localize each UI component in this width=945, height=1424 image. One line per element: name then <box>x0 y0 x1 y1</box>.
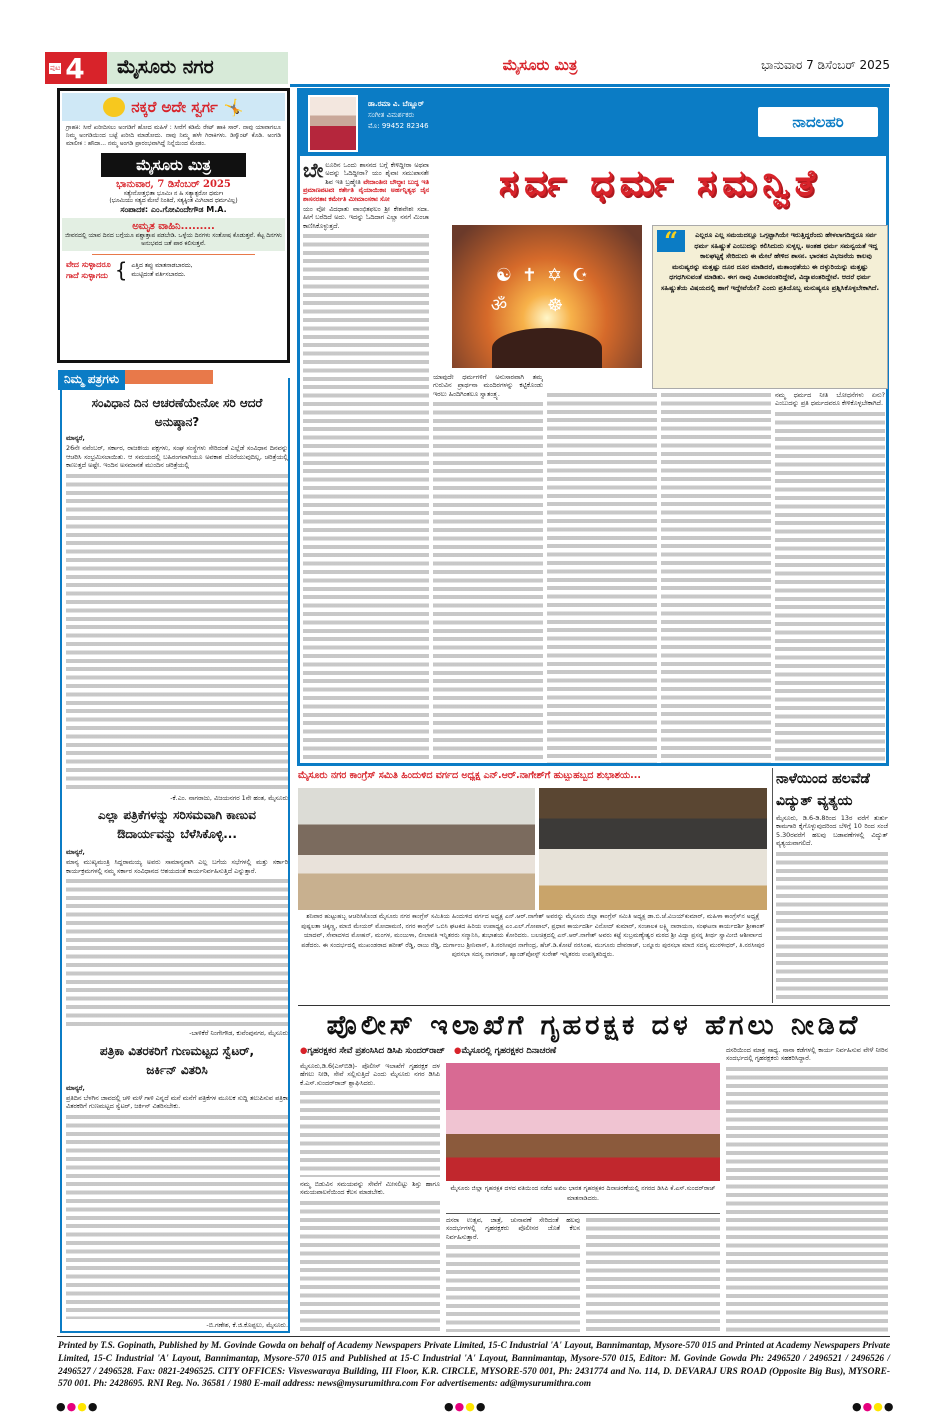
police-body-1: ಮೈಸೂರು,ಡಿ.6(ಎಸ್‌ಬಿಡಿ)- ಪೊಲೀಸ್ ಇಲಾಖೆಗೆ ಗೃಹರಕ್ಷಕ ದಳ ಹೆಗಲು ನೀಡಿ, ಸೇವೆ ಸಲ್ಲಿಸುತ್ತಿದೆ ಎಂದು ಮೈಸೂರು ನಗರ ಡಿಸಿಪಿ ಕೆ.ಎಸ್.ಸುಂದರ್‌ರಾಜ್ ಶ್ಲಾಘಿಸಿದರು. <box>300 1062 440 1087</box>
amrutha-text: ಜೀವನದಲ್ಲಿ ಯಾವ ದಿನದ ಬಗ್ಗೆಯೂ ಪಶ್ಚಾತ್ತಾಪ ಪಡಬೇಡಿ. ಒಳ್ಳೆಯ ದಿನಗಳು ಸಂತೋಷ ಕೊಡುತ್ತವೆ. ಕೆಟ್ಟ ದಿನಗಳು ಅನುಭವದ ಜತೆ ಪಾಠ ಕಲಿಸುತ್ತವೆ. <box>65 232 282 247</box>
letters-tab-word2: ಪತ್ರಗಳು <box>87 372 120 386</box>
dropcap: ಬೇ <box>303 161 324 182</box>
feature-header <box>300 91 886 156</box>
police-subheads: ●ಗೃಹರಕ್ಷಕರ ಸೇವೆ ಪ್ರಶಂಸಿಸಿದ ಡಿಸಿಪಿ ಸುಂದರ್‌ರಾಜ್ ●ಮೈಸೂರಲ್ಲಿ ಗೃಹರಕ್ಷಕರ ದಿನಾಚರಣೆ <box>300 1046 557 1056</box>
masthead: ಮೈಸೂರು ಮಿತ್ರ <box>502 56 578 74</box>
police-body-right: ದಸರಿಯಿಂದ ಮಾತ್ರ ಸಾಧ್ಯ. ನಾನಾ ಕಡೆಗಳಲ್ಲಿ ಕಾರ್ಯ ನಿರ್ವಹಿಸುವ ವೇಳೆ ನೀರಿನ ಸಂದರ್ಭದಲ್ಲಿ ಗೃಹರಕ್ಷಕರು ಸಹಕರಿಸಿದ್ದಾರೆ. <box>726 1046 888 1063</box>
author-photo <box>308 95 358 152</box>
pull-quote <box>652 225 888 389</box>
masthead-logo: ಮೈಸೂರು ಮಿತ್ರ <box>101 153 246 177</box>
author-role: ಸಂಗೀತ ವಿಮರ್ಶಕರು <box>368 111 415 119</box>
letters-tab-word1: ನಿಮ್ಮ <box>64 372 84 386</box>
feature-article <box>297 88 889 766</box>
congress-photo-right <box>539 788 767 910</box>
congress-headline: ಮೈಸೂರು ನಗರ ಕಾಂಗ್ರೆಸ್ ಸಮಿತಿ ಹಿಂದುಳಿದ ವರ್ಗದ ಅಧ್ಯಕ್ಷ ಎನ್.ಆರ್.ನಾಗೇಶ್‌ಗೆ ಹುಟ್ಟುಹಬ್ಬದ ಶುಭಾಶಯ... <box>298 770 641 781</box>
letter-1-sign: -ಕೆ.ಎಂ. ನಾಗರಾಜು, ವಿಜಯನಗರ 1ನೇ ಹಂತ, ಮೈಸೂರು <box>170 793 288 802</box>
letter-3-sign: -ಬಿ.ಗಣೇಶ, ಕೆ.ಜಿ.ಕೊಪ್ಪಲು, ಮೈಸೂರು. <box>206 1320 288 1329</box>
registration-marks-right: ●●●● <box>852 1400 895 1413</box>
cartoon-icon: 🤸 <box>223 97 244 117</box>
author-phone: ಮೊ: 99452 82346 <box>368 122 429 130</box>
feature-title: ಸರ್ವ ಧರ್ಮ ಸಮನ್ವಿತೆ <box>498 163 822 204</box>
letter-2-sign: -ಬಾಳಿಕೆರೆ ನಿಂಗೇಗೌಡ, ಕುವೆಂಪುನಗರ, ಮೈಸೂರು <box>189 1029 288 1038</box>
feature-body-2: ಯಾವುದೇ ಧರ್ಮಗಳಿಗೆ ಅನುಸಾರವಾಗಿ ತಮ್ಮ ಗುರುವಿನ ಪ್ರಾರ್ಥನಾ ಮಂದಿರಗಳನ್ನು ಕಟ್ಟಿಕೊಂಡು ಇರಲು ಹಿಂದಿಗಿಂತಲೂ ಸ್ವಾತಂತ್ರ್ಯ. <box>433 373 543 398</box>
page-number: 4 <box>65 51 85 85</box>
author-name: ಡಾ.ರಮಾ ವಿ. ಬೆಣ್ಣೂರ್ <box>368 100 424 108</box>
quote-text: ಎಲ್ಲರೂ ಎಲ್ಲ ಸಮಯದಲ್ಲೂ ಒಗ್ಗಟ್ಟಾಗಿಯೇ ಇರುತ್ತಿದ್ದರೆಂದು ಹೇಳಲಾಗದಿದ್ದರೂ ಸರ್ವ ಧರ್ಮ ಸಹಿಷ್ಣುತೆ ಎಂಬುದನ್ನು ಕಲಿಸಿದುದು ಸುಳ್ಳಲ್ಲ. ಅಂತಹ ಧರ್ಮ ಸಮನ್ವಯತೆ ಇದ್ದ ಕಾಲಘಟ್ಟಕ್ಕೆ ಸೇರಿದುದು ಈ ಮೇಲೆ ಹೇಳಿದ ಶಾಸನ. ಭಾರತದ ವಿಭಜನೆಯ ಕಾಲವು ಮನುಷ್ಯರನ್ನು ಮತ್ತಷ್ಟು ದೂರ ದೂರ ಮಾಡಿದರೆ, ಮತಾಂಧತೆಯು ಈ ದಳ್ಳುರಿಯನ್ನು ಮತ್ತಷ್ಟು ಧಗಧಗಿಸುವಂತೆ ಮಾಡಿತು. ಈಗ ನಾವು ವಿಚಾರವಂತರಿದ್ದೇವೆ, ವಿದ್ಯಾವಂತರಿದ್ದೇವೆ. ಆದರೆ ಧರ್ಮ ಸಹಿಷ್ಣುತೆಯ ವಿಷಯದಲ್ಲಿ ಹಾಗೆ ಇದ್ದೇವೆಯೇ? ಎಂದು ಪ್ರತಿಯೊಬ್ಬ ಮನುಷ್ಯನೂ ಪ್ರಶ್ನಿಸಿಕೊಳ್ಳಬೇಕಾಗಿದೆ. <box>661 231 879 292</box>
veda-proverb: ವೇದ ಸುಳ್ಳಾದರೂ ಗಾದೆ ಸುಳ್ಳಾಗದು { ಎತ್ತಿದ ತಪ್ಪು ಮಾತನಾಡಬಾರದು, ಮುಟ್ಟಿದಂತೆ ವರ್ತಿಸಬಾರದು. <box>66 258 193 282</box>
veda-line-1: ವೇದ ಸುಳ್ಳಾದರೂ <box>66 260 111 269</box>
police-body-2: ನಮ್ಮ ಬಿಡುವಿನ ಸಮಯವನ್ನು ಸೇವೆಗೆ ಮೀಸಲಿಟ್ಟು ಶಿಸ್ತು ಹಾಗೂ ಸಮಯಪಾಲನೆಯಿಂದ ಕೆಲಸ ಮಾಡಬೇಕು. <box>300 1180 440 1197</box>
letter-2-salute: ಮಾನ್ಯರೆ, <box>66 848 85 857</box>
motto-meaning: (ಭೂಮಿಯು ಸತ್ಯದ ಮೇಲೆ ನಿಂತಿದೆ, ಸತ್ಯಕ್ಕಿಂತ ಮಿಗಿಲಾದ ಧರ್ಮವಿಲ್ಲ) <box>109 198 238 204</box>
hands-silhouette <box>492 328 602 368</box>
page-prefix: ಪುಟ <box>50 63 61 72</box>
section-title: ಮೈಸೂರು ನಗರ <box>107 52 288 84</box>
joke-box <box>57 88 290 363</box>
letter-2-title: ಎಲ್ಲಾ ಪತ್ರಿಕೆಗಳನ್ನು ಸರಿಸಮವಾಗಿ ಕಾಣುವ ಔದಾರ್ಯವನ್ನು ಬೆಳೆಸಿಕೊಳ್ಳಿ... <box>98 808 256 842</box>
letters-tab <box>58 370 213 390</box>
registration-marks-left: ●●●● <box>56 1400 99 1413</box>
editor-line: ಸಂಪಾದಕ: ಎಂ.ಗೋವಿಂದೇಗೌಡ M.A. <box>120 205 227 214</box>
police-sub-1: ಗೃಹರಕ್ಷಕರ ಸೇವೆ ಪ್ರಶಂಸಿಸಿದ ಡಿಸಿಪಿ ಸುಂದರ್‌ರಾಜ್ <box>307 1046 446 1056</box>
header-rule <box>290 84 890 87</box>
veda-right-2: ಮುಟ್ಟಿದಂತೆ ವರ್ತಿಸಬಾರದು. <box>131 271 186 278</box>
police-event-photo <box>446 1063 720 1181</box>
power-headline: ನಾಳೆಯಿಂದ ಹಲವೆಡೆ ವಿದ್ಯುತ್ ವ್ಯತ್ಯಯ <box>776 771 870 809</box>
police-caption: ಮೈಸೂರು ಜಿಲ್ಲಾ ಗೃಹರಕ್ಷಕ ದಳದ ವತಿಯಿಂದ ನಡೆದ ಅಖಿಲ ಭಾರತ ಗೃಹರಕ್ಷಕರ ದಿನಾಚರಣೆಯಲ್ಲಿ ನಗರದ ಡಿಸಿಪಿ ಕೆ.ಎಸ್.ಸುಂದರ್‌ರಾಜ್ ಮಾತನಾಡಿದರು. <box>450 1185 716 1202</box>
police-headline: ಪೊಲೀಸ್ ಇಲಾಖೆಗೆ ಗೃಹರಕ್ಷಕ ದಳ ಹೆಗಲು ನೀಡಿದೆ <box>326 1010 862 1041</box>
letter-1-body: 26ನೇ ನವೆಂಬರ್, ಸರ್ಕಾರ, ರಾಜಕೀಯ ಪಕ್ಷಗಳು, ಸಂಘ ಸಂಸ್ಥೆಗಳು ಸೇರಿದಂತೆ ಎಲ್ಲೆಡೆ ಸಂವಿಧಾನ ದಿನವನ್ನು ಆಚರಿಸಿ ಸಂಭ್ರಮಿಸಲಾಯಿತು. ಆ ಸಮಯದಲ್ಲಿ ಬಹಿರಂಗವಾಗಿಯೂ ಅವಕಾಶ ದೊರೆಯುವುದಿಲ್ಲ, ಚರಿತ್ರೆಯಲ್ಲಿ ಕಾಣುತ್ತದೆ ಅಷ್ಟೇ. ಇಂದಿನ ಅಸಮಾನತೆ ಮುಂದಿನ ಚರಿತ್ರೆಯಲ್ಲಿ <box>66 444 288 470</box>
intro-red-text: ವೇದಾಂತಿನಃ ಬೌದ್ಧಾಃ ಬುದ್ಧ ಇತಿ ಪ್ರಮಾಣಪಟವಃ ಕರ್ತೇತಿ ನೈಯಾಯಿಕಾಃ ಅರ್ಹನ್ನಿತ್ಯಥ ಜೈನ ಶಾಸನರತಾಃ ಕರ್ಮೇತಿ ಮೀಮಾಂಸಕಾಃ ಸೋ <box>303 177 429 203</box>
feature-intro <box>303 161 429 203</box>
quote-icon: “ <box>657 230 685 252</box>
motto: ಸತ್ಯೇನೋತ್ತಭಿತಾ ಭೂಮಿಃ ನ ಹಿ ಸತ್ಯಾತ್ಪರೋ ಧರ್ಮಃ <box>123 190 224 197</box>
police-sub-2: ಮೈಸೂರಲ್ಲಿ ಗೃಹರಕ್ಷಕರ ದಿನಾಚರಣೆ <box>461 1046 557 1056</box>
veda-right-1: ಎತ್ತಿದ ತಪ್ಪು ಮಾತನಾಡಬಾರದು, <box>131 262 193 269</box>
joke-title-bar <box>62 93 285 121</box>
imprint: Printed by T.S. Gopinath, Published by M. Govinde Gowda on behalf of Academy Newspapers Private Limited, 15-C Industrial 'A' Layout, Bannimantap, Mysore-570 015 and Printed at Academy Newspapers Private Limited, 15-C Industrial 'A' Layout, Bannimantap, Mysore-570 015 and Published at 15-C Industrial 'A' Layout, Bannimantap, Mysore-570 015, Editor: M. Govinde Gowda Ph: 2496520 / 2496521 / 2496526 / 2496527 / 2496528. Fax: 0821-2496525. CITY OFFICES: Visveswaraya Building, III Floor, K.R. CIRCLE, MYSORE-570 001, Ph: 2431774 and No. 114, D. DEVARAJ URS ROAD (Opposite Big Bus), MYSORE-570 001. Ph: 2428695. RNI Reg. No. 36581 / 1980 E-mail address: news@mysurumithra.com For advertisements: ad@mysurumithra.com <box>58 1341 890 1390</box>
column-name: ನಾದಲಹರಿ <box>758 107 878 137</box>
letter-3-salute: ಮಾನ್ಯರೆ, <box>66 1083 85 1092</box>
joke-title: ನಕ್ಕರೆ ಅದೇ ಸ್ವರ್ಗ <box>131 98 218 116</box>
page-badge <box>45 52 107 84</box>
veda-line-2: ಗಾದೆ ಸುಳ್ಳಾಗದು <box>66 271 108 280</box>
amrutha-title: ಅಮೃತ ವಾಹಿನಿ......... <box>132 221 215 232</box>
header-date: ಭಾನುವಾರ 7 ಡಿಸೆಂಬರ್ 2025 <box>761 58 890 72</box>
letter-1-salute: ಮಾನ್ಯರೆ, <box>66 434 85 442</box>
letter-3-body: ಪ್ರತಿದಿನ ಬೆಳಗಿನ ಜಾವದಲ್ಲಿ ಚಳಿ ಮಳೆ ಗಾಳಿ ಎನ್ನದೆ ಮನೆ ಮನೆಗೆ ಪತ್ರಿಕೆಗಳ ಮೂಲಕ ಸುದ್ದಿ ತಲುಪಿಸುವ ಪತ್ರಿಕಾ ವಿತರಕರಿಗೆ ಗುಣಮಟ್ಟದ ಸ್ವೆಟರ್, ಜರ್ಕಿನ್ ವಿತರಿಸಬೇಕು. <box>66 1094 288 1111</box>
joke-box-date: ಭಾನುವಾರ, 7 ಡಿಸೆಂಬರ್ 2025 <box>116 179 231 190</box>
letter-1-title: ಸಂವಿಧಾನ ದಿನ ಆಚರಣೆಯೇನೋ ಸರಿ ಆದರೆ ಅನುಷ್ಠಾನ? <box>91 396 263 429</box>
laughing-face-icon <box>103 97 125 117</box>
power-body: ಮೈಸೂರು, ಡಿ.6-ಡಿ.8ರಿಂದ 13ರ ವರೆಗೆ ತುರ್ತು ಕಾಮಗಾರಿ ಕೈಗೊಳ್ಳುವುದರಿಂದ ಬೆಳಿಗ್ಗೆ 10 ರಿಂದ ಸಂಜೆ 5.30ರವರೆಗೆ ಹಲವು ಬಡಾವಣೆಗಳಲ್ಲಿ ವಿದ್ಯುತ್ ವ್ಯತ್ಯಯವಾಗಲಿದೆ. <box>776 814 888 848</box>
feature-body-3: ನಮ್ಮ ಧರ್ಮದ ನೀತಿ ಬೋಧನೆಗಳು ಏನು? ಎಂಬುದನ್ನು ಪ್ರತಿ ಧರ್ಮದವರೂ ಕೇಳಿಕೊಳ್ಳಬೇಕಾಗಿದೆ. <box>775 391 885 408</box>
letter-2-body: ಮಾನ್ಯ ಮುಖ್ಯಮಂತ್ರಿ ಸಿದ್ದರಾಮಯ್ಯ ಅವರು ಸಾಮಾನ್ಯವಾಗಿ ಎಲ್ಲ ಬಗೆಯ ಸಭೆಗಳಲ್ಲಿ ಮತ್ತು ಸರ್ಕಾರಿ ಕಾರ್ಯಕ್ರಮಗಳಲ್ಲಿ ನಮ್ಮ ಸರ್ಕಾರ ಸಂವಿಧಾನದ ಆಶಯದಂತೆ ಕಾರ್ಯನಿರ್ವಹಿಸುತ್ತಿದೆ ಎನ್ನುತ್ತಾರೆ. <box>66 858 288 875</box>
feature-body-1: ಯಂ ವೋ ವಿದಧಾತು ವಾಂಛಿತಫಲಂ ಶ್ರೀ ಕೇಶವೇಶಃ ಸದಾ. ಹೀಗೆ ಬರೆದಿದೆ ಅದು. ಇದನ್ನು ಓದಿದಾಗ ಎಲ್ಲಾ ನನಗೆ ಮಿಂಚಾ ಕಾಣಿಸಿಕೊಳ್ಳುತ್ತದೆ. <box>303 205 429 230</box>
congress-caption: ಶನಿವಾರ ಹುಟ್ಟುಹಬ್ಬ ಆಚರಿಸಿಕೊಂಡ ಮೈಸೂರು ನಗರ ಕಾಂಗ್ರೆಸ್ ಸಮಿತಿಯ ಹಿಂದುಳಿದ ವರ್ಗದ ಅಧ್ಯಕ್ಷ ಎನ್.ಆರ್.ನಾಗೇಶ್ ಅವರನ್ನು ಮೈಸೂರು ಜಿಲ್ಲಾ ಕಾಂಗ್ರೆಸ್ ಸಮಿತಿ ಅಧ್ಯಕ್ಷ ಡಾ.ಬಿ.ಜೆ.ವಿಜಯ್‌ಕುಮಾರ್, ಮಹಿಳಾ ಕಾಂಗ್ರೆಸ್‌ನ ಅಧ್ಯಕ್ಷೆ ಪುಷ್ಪಲತಾ ಚಿಕ್ಕಣ್ಣ, ಮಾಜಿ ಮೇಯರ್ ಮೋದಾಮಣಿ, ನಗರ ಕಾಂಗ್ರೆಸ್ ಒಬಿಸಿ ಘಟಕದ ಹಿರಿಯ ಉಪಾಧ್ಯಕ್ಷ ಎಂ.ಎಲ್.ಗೋಪಾಲ್, ಪ್ರಧಾನ ಕಾರ್ಯದರ್ಶಿ ವಿನೋದ್ ಕುಮಾರ್, ಸಂಚಾಲಕ ಲಕ್ಷ್ಮಿ ನಾರಾಯಣ, ಸಂಘಟನಾ ಕಾರ್ಯದರ್ಶಿ ಶ್ರೀಕಾಂತ್ ಯಾದವ್, ಸೇವಾದಳದ ಮೋಹನ್, ಮಂಗಳ, ಮಂಜುಳಾ, ಲೀಲಾವತಿ ಇನ್ನಿತರರು ಸನ್ಮಾನಿಸಿ, ಶುಭಾಶಯ ಕೋರಿದರು. ಬಲಚಿತ್ರದಲ್ಲಿ ಎನ್.ಆರ್.ನಾಗೇಶ್ ಅವರು ಕಟ್ಟೆ ಸುಬ್ರಮಣ್ಯೇಶ್ವರ ಮಠದ ಶ್ರೀ ವಿದ್ಯಾ ಪ್ರಸನ್ನ ತೀರ್ಥ ಸ್ವಾಮೀಜಿ ಆಶೀರ್ವಾದ ಪಡೆದರು. ಈ ಸಂದರ್ಭದಲ್ಲಿ ಮುಖಂಡರಾದ ಹರೀಶ್ ರೆಡ್ಡಿ, ರಾಜು ರೆಡ್ಡಿ, ದುರ್ಗಾಂಬ ಶ್ರೀನಿವಾಸ್, ತಿ.ನರಸೀಪುರ ನಾಗೇಂದ್ರ, ಹೆಚ್.ಡಿ.ಕೋಟೆ ನರಸಿಂಹ, ಮುಗೂರು ದೇವರಾಜ್, ಬನ್ನೂರು ಪುರಸಭಾ ಮಾಜಿ ಸದಸ್ಯ ಮುರಳೀಧರ್, ತಿ.ನರಸೀಪುರ ಪುರಸಭಾ ಸದಸ್ಯ ನಾಗರಾಜ್, ಹ್ಯಾಂಡ್‌ಪೋಸ್ಟ್ ಸುರೇಶ್ ಇನ್ನಿತರರು ಉಪಸ್ಥಿತರಿದ್ದರು. <box>301 913 765 959</box>
police-body-3: ದಸರಾ ಉತ್ಸವ, ಜಾತ್ರೆ, ಚುನಾವಣೆ ಸೇರಿದಂತೆ ಹಲವು ಸಂದರ್ಭಗಳಲ್ಲಿ ಗೃಹರಕ್ಷಕರು ಪೊಲೀಸರ ಜೊತೆ ಕೆಲಸ ನಿರ್ವಹಿಸುತ್ತಾರೆ. <box>446 1216 580 1241</box>
religious-symbols-icon: ☯✝✡☪ <box>495 265 599 286</box>
letter-3-title: ಪತ್ರಿಕಾ ವಿತರಕರಿಗೆ ಗುಣಮಟ್ಟದ ಸ್ವೆಟರ್, ಜರ್ಕಿನ್ ವಿತರಿಸಿ <box>99 1043 255 1077</box>
congress-photo-left <box>298 788 535 910</box>
sunset-hands-image <box>452 225 642 368</box>
letters-section <box>60 372 290 1333</box>
registration-marks-center: ●●●● <box>444 1400 487 1413</box>
amrutha-box <box>62 218 285 251</box>
om-wheel-icon: ॐ☸ <box>490 295 604 316</box>
joke-text: ಗ್ರಾಹಕಿ: ಸೀರೆ ಖರೀದಿಸಲು ಅಂಗಡಿಗೆ ಹೋದ ಮಹಿಳೆ : ಸೀರೆಗೆ ಕಡಿಮೆ ರೇಟ್ ಹಾಕಿ ಸಾರ್. ನಾವು ಯಾವಾಗಲೂ ನಿಮ್ಮ ಅಂಗಡಿಯಿಂದ ಬಟ್ಟೆ ಖರೀದಿ ಮಾಡೋದು. ನಾವು ನಿಮ್ಮ ಹಳೇ ಗಿರಾಕಿಗಳು. ಡಿಸ್ಕೌಂಟ್ ಕೊಡಿ. ಅಂಗಡಿ ಮಾಲೀಕ : ಹೌದಾ... ನಮ್ಮ ಅಂಗಡಿ ಪ್ರಾರಂಭವಾಗಿದ್ದೆ ನಿನ್ನೆಯಿಂದ ಮೇಡಂ. <box>66 124 281 147</box>
intro-text: ಲೂರಿನ ಒಂದು ಶಾಸನದ ಬಗ್ಗೆ ಕೇಳಿದ್ದೀರಾ ಅಥವಾ ಅದನ್ನು ಓದಿದ್ದೀರಾ? ಯಂ ಶೈವಾಃ ಸಮುಪಾಸತೇ ಶಿವ ಇತಿ ಬ್ರಹ್ಮೇತಿ <box>325 161 429 186</box>
